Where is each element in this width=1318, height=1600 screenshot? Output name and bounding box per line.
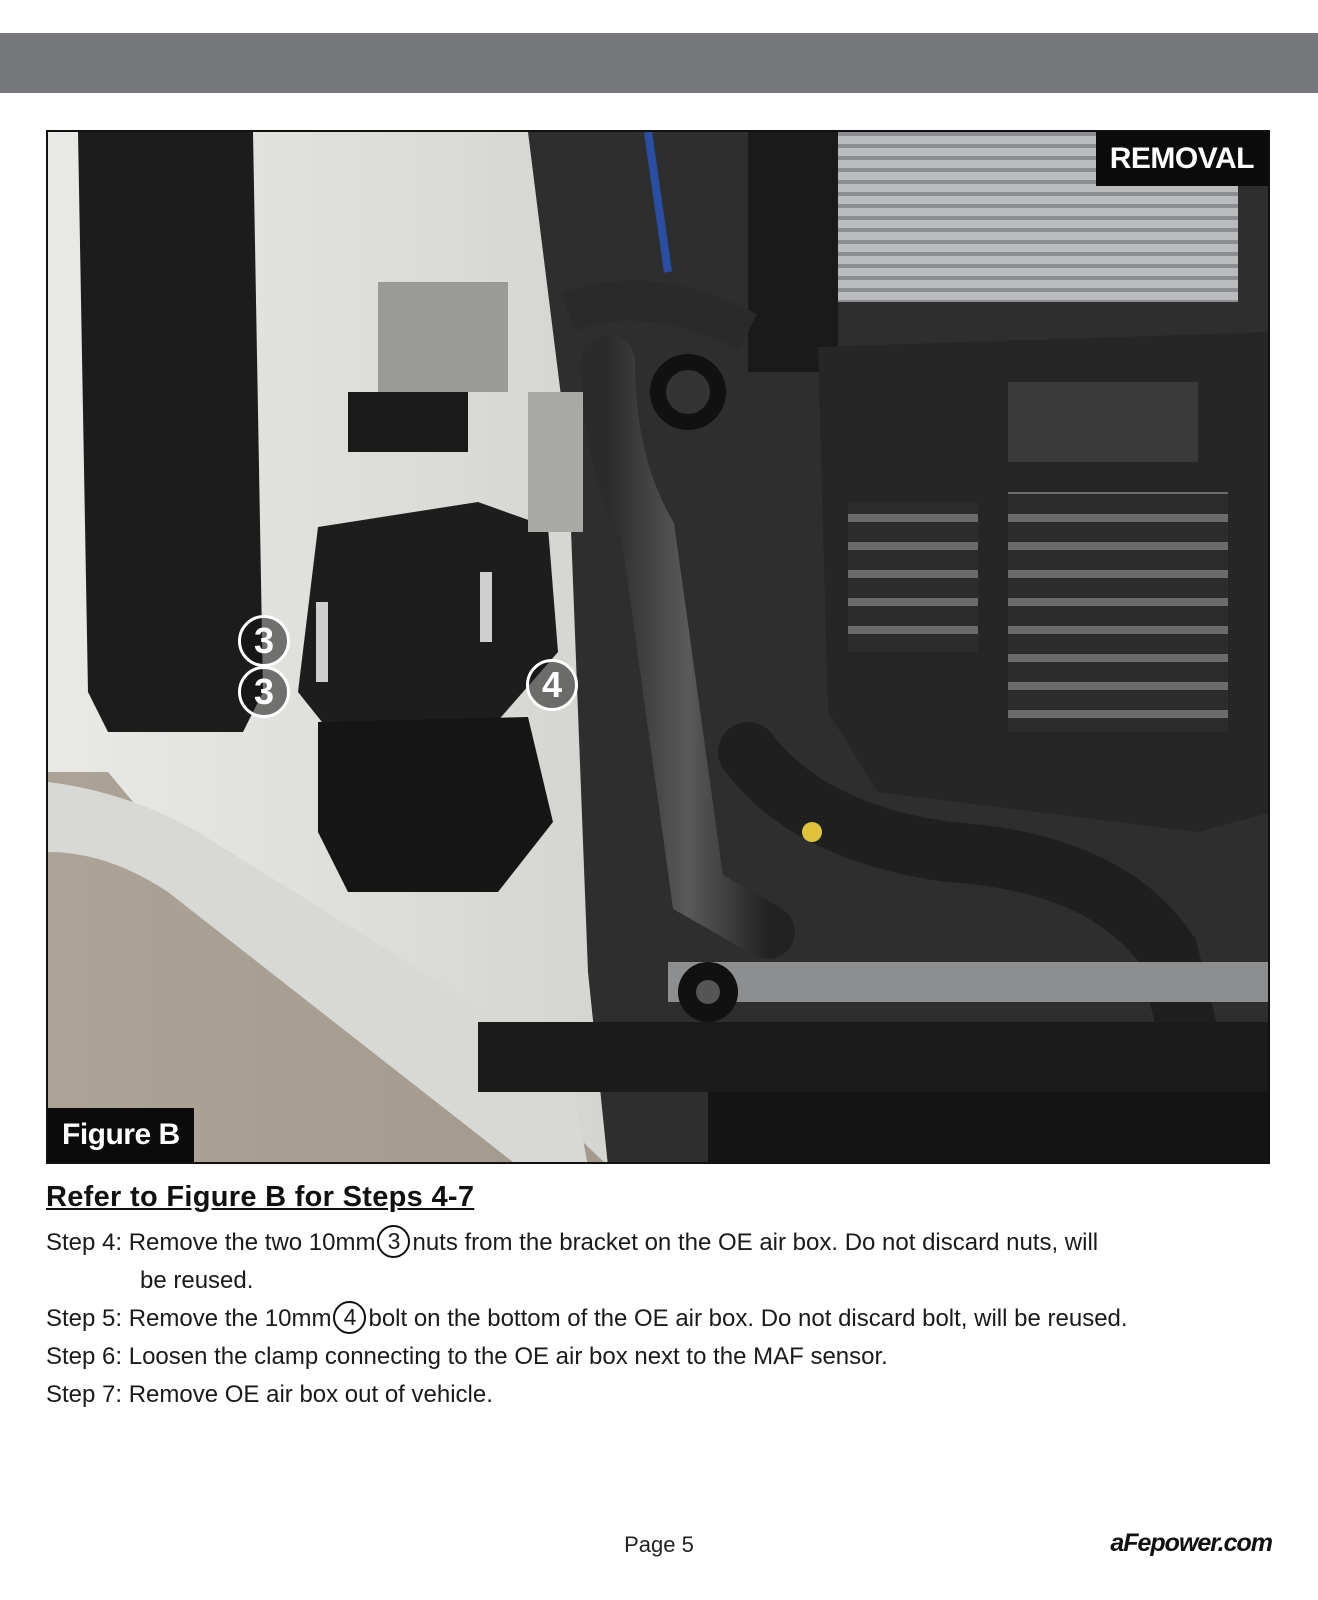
step-4 (46, 1224, 1286, 1300)
section-heading: Refer to Figure B for Steps 4-7 (46, 1181, 475, 1213)
step-5-text-start: Step 5: Remove the 10mm (46, 1305, 332, 1332)
steps-list (46, 1224, 1286, 1414)
engine-bay-photo (46, 130, 1270, 1164)
step-4-text-start: Step 4: Remove the two 10mm (46, 1229, 376, 1256)
step-4-continuation: be reused. (140, 1267, 254, 1294)
step-4-text-end: nuts from the bracket on the OE air box. Do not discard nuts, will (412, 1229, 1099, 1256)
header-band (0, 33, 1318, 93)
step-5-callout: 4 (333, 1301, 366, 1334)
page-number: Page 5 (624, 1532, 694, 1557)
callout-4: 4 (526, 659, 578, 711)
step-6: Step 6: Loosen the clamp connecting to the OE air box next to the MAF sensor. (46, 1343, 888, 1370)
removal-label: REMOVAL (1096, 132, 1268, 186)
callout-3-lower: 3 (238, 666, 290, 718)
engine-bay-illustration (48, 132, 1270, 1164)
figure-label: Figure B (48, 1108, 194, 1162)
step-4-callout: 3 (377, 1225, 410, 1258)
step-5 (46, 1300, 1286, 1338)
step-7: Step 7: Remove OE air box out of vehicle. (46, 1381, 493, 1408)
callout-3-upper: 3 (238, 615, 290, 667)
step-5-text-end: bolt on the bottom of the OE air box. Do not discard bolt, will be reused. (368, 1305, 1128, 1332)
brand-url: aFepower.com (1110, 1529, 1272, 1557)
